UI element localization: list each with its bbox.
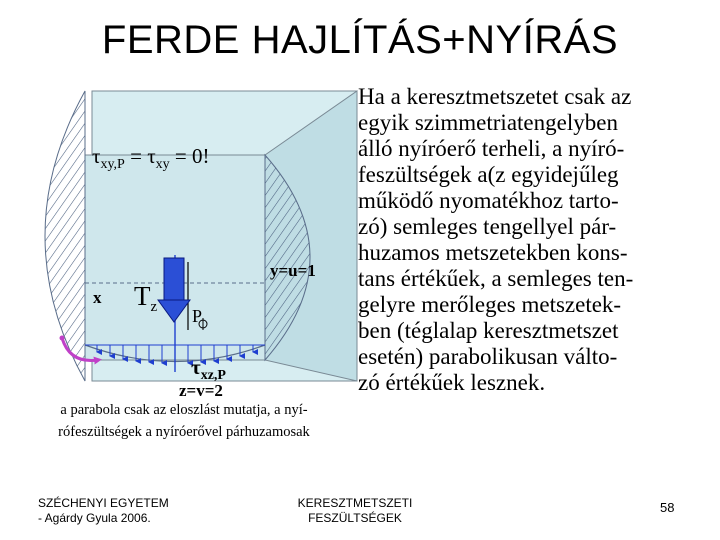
footer-author: - Agárdy Gyula 2006. (38, 511, 151, 525)
footer-university: SZÉCHENYI EGYETEM (38, 496, 169, 510)
equals-sign: = (124, 144, 148, 168)
tau-symbol: τ (191, 355, 201, 379)
y-axis-label: y=u=1 (270, 261, 316, 280)
caption-line-2: rófeszültségek a nyíróerővel párhuzamosak (58, 424, 310, 440)
left-parabola-distribution (45, 91, 85, 381)
tau-subscript: xy,P (100, 157, 125, 172)
shear-force-subscript: z (150, 299, 158, 315)
paragraph-line: zó) semleges tengellyel pár- (358, 214, 617, 239)
footer-topic-line2: FESZÜLTSÉGEK (308, 511, 402, 525)
paragraph-line: egyik szimmetriatengelyben (358, 110, 618, 135)
paragraph-line: álló nyíróerő terheli, a nyíró- (358, 136, 625, 161)
footer-center (270, 496, 440, 526)
caption-line-1: a parabola csak az eloszlást mutatja, a nyí- (60, 402, 308, 418)
page-number: 58 (660, 500, 675, 515)
tau-symbol: τ (92, 144, 101, 168)
paragraph-line: Ha a keresztmetszetet csak az (358, 84, 632, 109)
shear-force-symbol: T (134, 281, 151, 311)
explanation-paragraph (358, 84, 706, 396)
tau-symbol: τ (147, 144, 156, 168)
paragraph-line: gelyre merőleges metszetek- (358, 292, 622, 317)
point-p-label: P (192, 306, 203, 326)
curved-arrow-tail (60, 336, 65, 341)
footer-topic-line1: KERESZTMETSZETI (297, 496, 413, 510)
z-axis-label: z=v=2 (179, 381, 223, 400)
paragraph-line: huzamos metszetekben kons- (358, 240, 628, 265)
formula-tail: = 0! (169, 144, 210, 168)
footer-left (38, 496, 169, 526)
paragraph-line: feszültségek a(z egyidejűleg (358, 162, 619, 187)
x-axis-label: x (93, 288, 102, 307)
paragraph-line: ben (téglalap keresztmetszet (358, 318, 619, 343)
tau-subscript: xz,P (200, 368, 226, 383)
paragraph-line: esetén) parabolikusan válto- (358, 344, 618, 369)
tau-subscript: xy (155, 157, 170, 172)
paragraph-line: működő nyomatékhoz tarto- (358, 188, 619, 213)
paragraph-line: zó értékűek lesznek. (358, 370, 546, 395)
slide-title: FERDE HAJLÍTÁS+NYÍRÁS (101, 18, 619, 62)
paragraph-line: tans értékűek, a semleges ten- (358, 266, 634, 291)
